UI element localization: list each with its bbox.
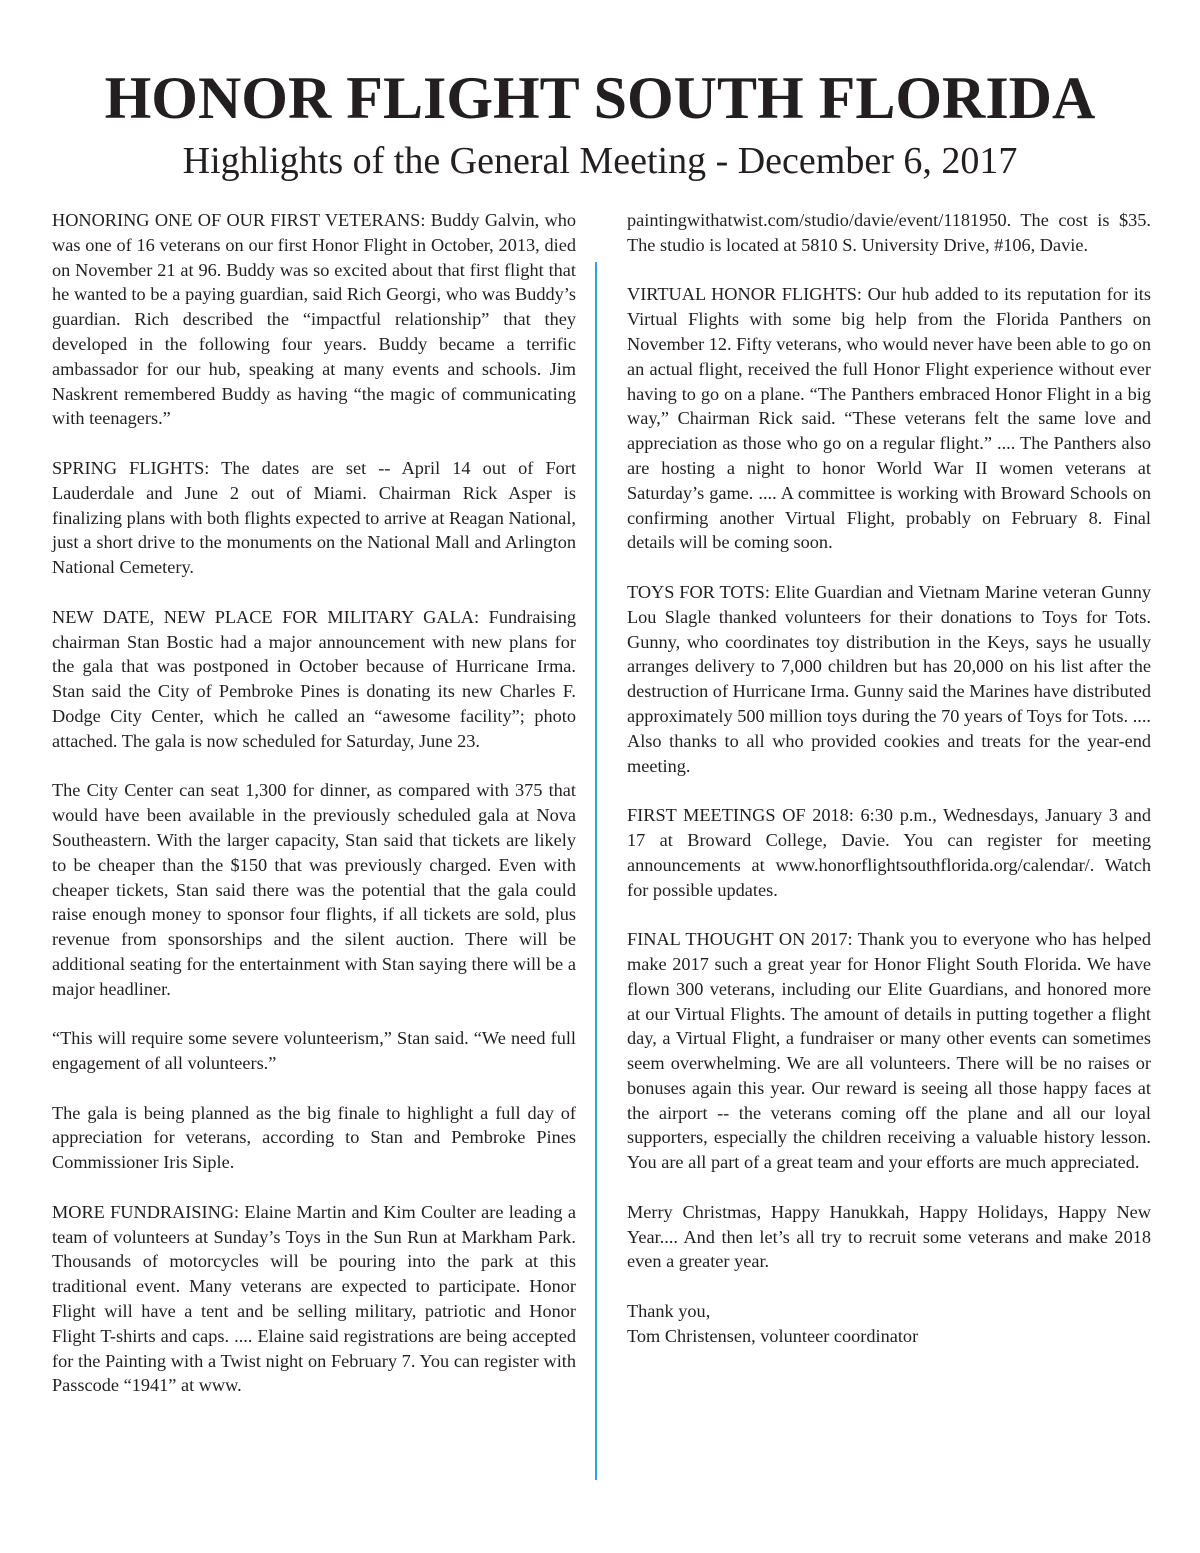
- paragraph-virtual-flights: VIRTUAL HONOR FLIGHTS: Our hub added to its reputation for its Virtual Flights with some big help from the Florida Panthers on November 12. Fifty veterans, who would never have been able to go on an actual flight, received the full Honor Flight experience without ever having to go on a plane. “The Panthers embraced Honor Flight in a big way,” Chairman Rick said. “These veterans felt the same love and appreciation as those who go on a regular flight.” .... The Panthers also are hosting a night to honor World War II women veterans at Saturday’s game. .... A committee is working with Broward Schools on confirming another Virtual Flight, probably on February 8. Final details will be coming soon.: [627, 284, 1151, 553]
- masthead: [0, 62, 1200, 184]
- page-title: HONOR FLIGHT SOUTH FLORIDA: [104, 65, 1096, 131]
- paragraph-gala-finale: The gala is being planned as the big finale to highlight a full day of appreciation for veterans, according to Stan and Pembroke Pines Commissioner Iris Siple.: [52, 1102, 576, 1173]
- signoff-signer: Tom Christensen, volunteer coordinator: [627, 1325, 919, 1346]
- paragraph-more-fundraising: MORE FUNDRAISING: Elaine Martin and Kim Coulter are leading a team of volunteers at Sunday’s Toys in the Sun Run at Markham Park. Thousands of motorcycles will be pouring into the park at this traditional event. Many veterans are expected to participate. Honor Flight will have a tent and be selling military, patriotic and Honor Flight T-shirts and caps. .... Elaine said registrations are being accepted for the Painting with a Twist night on February 7. You can register with Passcode “1941” at www.: [52, 1201, 576, 1396]
- right-column: [627, 208, 1151, 1349]
- column-divider: [595, 262, 597, 1480]
- signoff-closing: Thank you,: [627, 1301, 711, 1322]
- paragraph-painting-link: paintingwithatwist.com/studio/davie/event/1181950. The cost is $35. The studio is located at 5810 S. University Drive, #106, Davie.: [627, 210, 1151, 255]
- paragraph-volunteerism-quote: “This will require some severe volunteerism,” Stan said. “We need full engagement of all volunteers.”: [52, 1028, 576, 1074]
- paragraph-city-center: The City Center can seat 1,300 for dinner, as compared with 375 that would have been available in the previously scheduled gala at Nova Southeastern. With the larger capacity, Stan said that tickets are likely to be cheaper than the $150 that was previously charged. Even with cheaper tickets, Stan said there was the potential that the gala could raise enough money to sponsor four flights, if all tickets are sold, plus revenue from sponsorships and the silent auction. There will be additional seating for the entertainment with Stan saying there will be a major headliner.: [52, 780, 576, 999]
- page-subtitle: Highlights of the General Meeting - December 6, 2017: [182, 140, 1018, 182]
- paragraph-military-gala: NEW DATE, NEW PLACE FOR MILITARY GALA: Fundraising chairman Stan Bostic had a major announcement with new plans for the gala that was postponed in October because of Hurricane Irma. Stan said the City of Pembroke Pines is donating its new Charles F. Dodge City Center, which he called an “awesome facility”; photo attached. The gala is now scheduled for Saturday, June 23.: [52, 606, 576, 751]
- left-column: [52, 208, 576, 1398]
- paragraph-toys-for-tots: TOYS FOR TOTS: Elite Guardian and Vietnam Marine veteran Gunny Lou Slagle thanked volunteers for their donations to Toys for Tots. Gunny, who coordinates toy distribution in the Keys, says he usually arranges delivery to 7,000 children but has 20,000 on his list after the destruction of Hurricane Irma. Gunny said the Marines have distributed approximately 500 million toys during the 70 years of Toys for Tots. .... Also thanks to all who provided cookies and treats for the year-end meeting.: [627, 581, 1151, 776]
- paragraph-honoring-veterans: HONORING ONE OF OUR FIRST VETERANS: Buddy Galvin, who was one of 16 veterans on our first Honor Flight in October, 2013, died on November 21 at 96. Buddy was so excited about that first flight that he wanted to be a paying guardian, said Rich Georgi, who was Buddy’s guardian. Rich described the “impactful relationship” that they developed in the following four years. Buddy became a terrific ambassador for our hub, speaking at many events and schools. Jim Naskrent remembered Buddy as having “the magic of communicating with teenagers.”: [52, 210, 576, 429]
- paragraph-final-thought: FINAL THOUGHT ON 2017: Thank you to everyone who has helped make 2017 such a great year for Honor Flight South Florida. We have flown 300 veterans, including our Elite Guardians, and honored more at our Virtual Flights. The amount of details in putting together a flight day, a Virtual Flight, a fundraiser or many other events can sometimes seem overwhelming. We are all volunteers. There will be no raises or bonuses again this year. Our reward is seeing all those happy faces at the airport -- the veterans coming off the plane and all our loyal supporters, especially the children receiving a valuable history lesson. You are all part of a great team and your efforts are much appreciated.: [627, 929, 1151, 1173]
- paragraph-first-meetings: FIRST MEETINGS OF 2018: 6:30 p.m., Wednesdays, January 3 and 17 at Broward College, Davie. You can register for meeting announcements at www.honorflightsouthflorida.org/calendar/. Watch for possible updates.: [627, 805, 1151, 900]
- paragraph-holiday-wishes: Merry Christmas, Happy Hanukkah, Happy Holidays, Happy New Year.... And then let’s all try to recruit some veterans and make 2018 even a greater year.: [627, 1201, 1151, 1272]
- paragraph-spring-flights: SPRING FLIGHTS: The dates are set -- April 14 out of Fort Lauderdale and June 2 out of Miami. Chairman Rick Asper is finalizing plans with both flights expected to arrive at Reagan National, just a short drive to the monuments on the National Mall and Arlington National Cemetery.: [52, 457, 576, 578]
